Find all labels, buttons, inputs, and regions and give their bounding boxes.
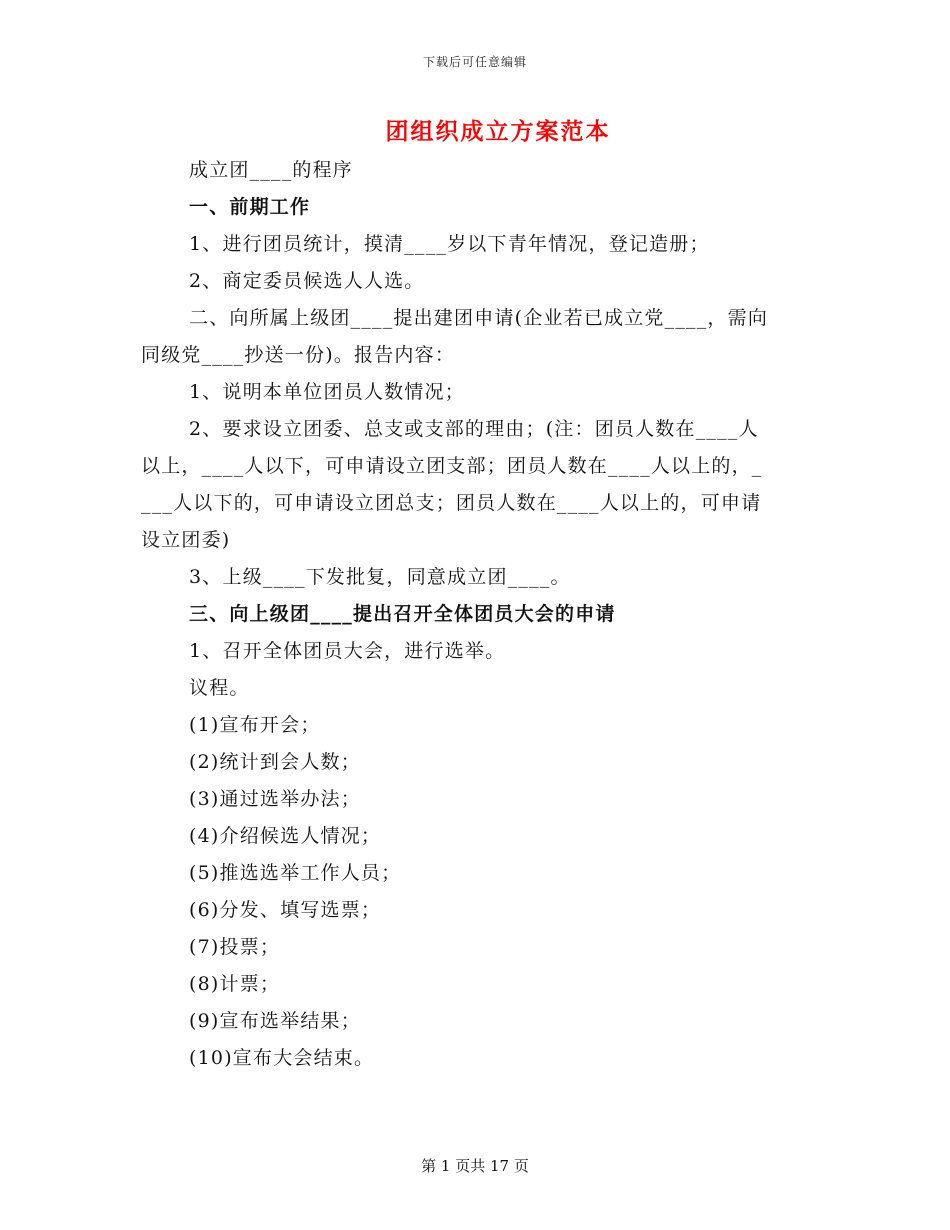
header-note: 下载后可任意编辑 — [422, 55, 527, 69]
section-heading-3: 三、向上级团____提出召开全体团员大会的申请 — [189, 603, 616, 625]
list-item: 1、召开全体团员大会，进行选举。 — [189, 640, 506, 662]
agenda-item: (6)分发、填写选票； — [189, 899, 382, 921]
list-item: 3、上级____下发批复，同意成立团____。 — [189, 566, 571, 588]
agenda-item: (2)统计到会人数； — [189, 751, 361, 773]
list-item: 2、要求设立团委、总支或支部的理由；(注：团员人数在____人 — [189, 418, 759, 440]
agenda-item: (9)宣布选举结果； — [189, 1010, 361, 1032]
page-number-footer: 第 1 页共 17 页 — [421, 1157, 529, 1175]
agenda-label: 议程。 — [189, 677, 250, 699]
document-title: 团组织成立方案范本 — [385, 118, 611, 145]
paragraph-intro: 成立团____的程序 — [189, 159, 354, 181]
paragraph-continuation: 设立团委) — [141, 529, 231, 551]
agenda-item: (1)宣布开会； — [189, 714, 321, 736]
agenda-item: (7)投票； — [189, 936, 281, 958]
document-body — [141, 152, 813, 1077]
section-heading-2: 二、向所属上级团____提出建团申请(企业若已成立党____，需向 — [189, 307, 769, 329]
agenda-item: (5)推选选举工作人员； — [189, 862, 402, 884]
list-item: 2、商定委员候选人人选。 — [189, 270, 425, 292]
agenda-item: (10)宣布大会结束。 — [189, 1047, 375, 1069]
agenda-item: (8)计票； — [189, 973, 281, 995]
paragraph-continuation: 以上，____人以下，可申请设立团支部；团员人数在____人以上的，_ — [141, 455, 763, 477]
list-item: 1、说明本单位团员人数情况； — [189, 381, 465, 403]
list-item: 1、进行团员统计，摸清____岁以下青年情况，登记造册； — [189, 233, 710, 255]
section-heading-1: 一、前期工作 — [189, 196, 311, 218]
agenda-item: (3)通过选举办法； — [189, 788, 361, 810]
paragraph-continuation: ___人以下的，可申请设立团总支；团员人数在____人以上的，可申请 — [141, 492, 762, 514]
paragraph-continuation: 同级党____抄送一份)。报告内容： — [141, 344, 456, 366]
agenda-item: (4)介绍候选人情况； — [189, 825, 382, 847]
